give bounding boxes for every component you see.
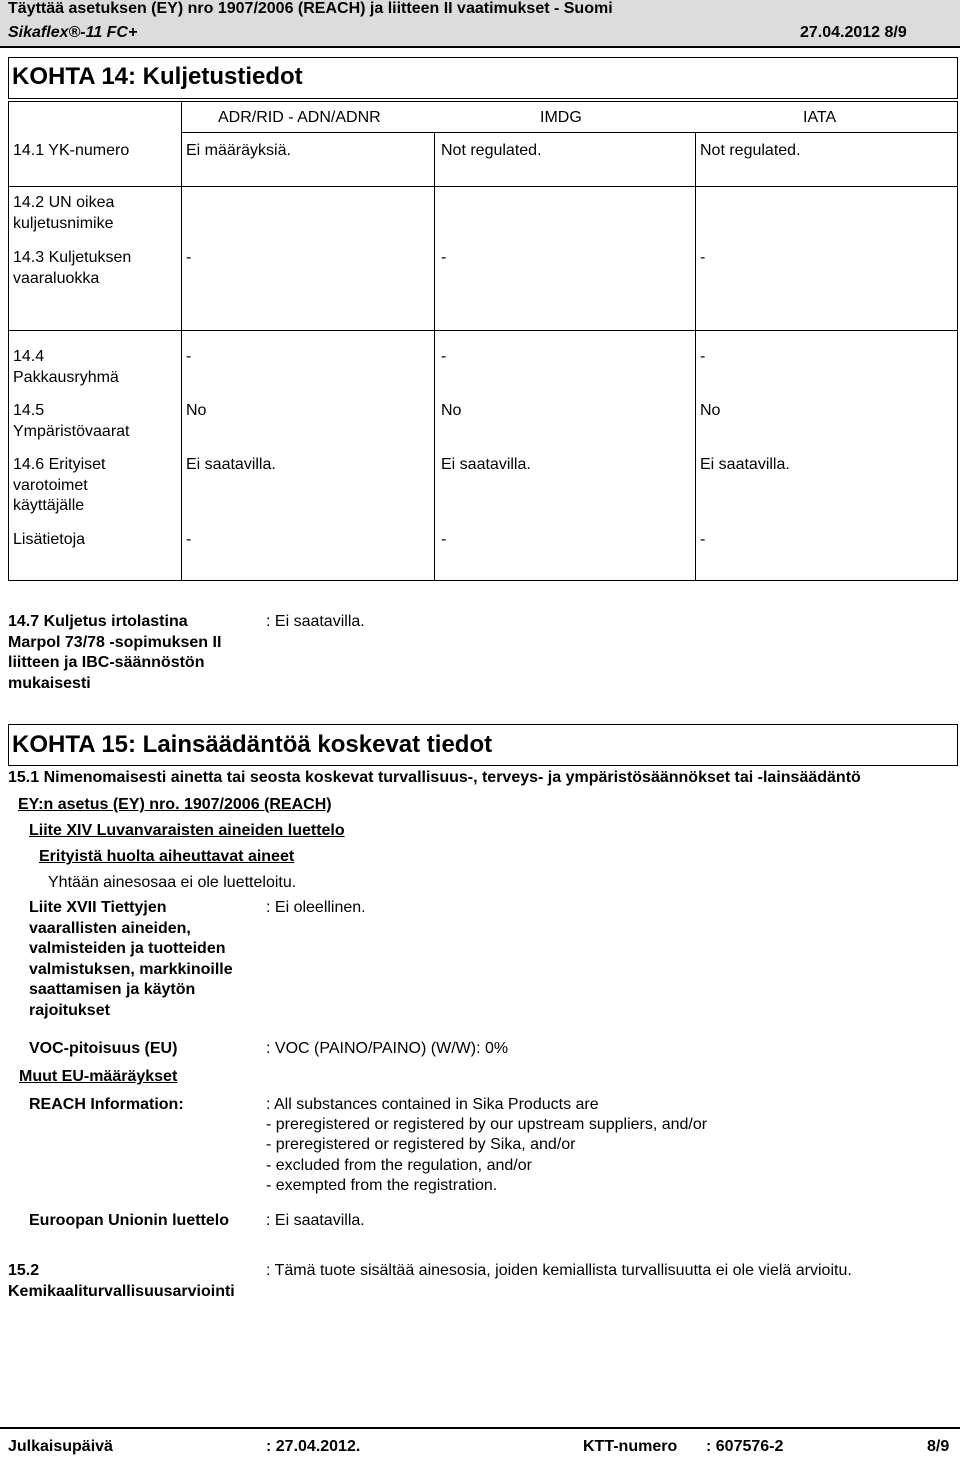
subsection-15-2-label: 15.2 Kemikaaliturvallisuusarviointi bbox=[8, 1262, 235, 1300]
eu-list-label: Euroopan Unionin luettelo bbox=[29, 1212, 229, 1229]
cell-hazard-class-iata: - bbox=[700, 249, 706, 266]
cell-packing-group-imdg: - bbox=[441, 348, 447, 365]
section-14-title: KOHTA 14: Kuljetustiedot bbox=[12, 63, 303, 90]
row-label-env-hazards: 14.5 Ympäristövaarat bbox=[13, 402, 130, 440]
cell-env-hazards-iata: No bbox=[700, 402, 721, 419]
cell-un-number-imdg: Not regulated. bbox=[441, 142, 542, 159]
eu-list-value: : Ei saatavilla. bbox=[266, 1212, 365, 1229]
cell-env-hazards-imdg: No bbox=[441, 402, 462, 419]
row-label-additional-info: Lisätietoja bbox=[13, 531, 86, 548]
cell-special-precautions-iata: Ei saatavilla. bbox=[700, 456, 790, 473]
header-date-page: 27.04.2012 8/9 bbox=[800, 24, 907, 41]
row-label-hazard-class: 14.3 Kuljetuksen vaaraluokka bbox=[13, 249, 132, 287]
bulk-transport-label: 14.7 Kuljetus irtolastina Marpol 73/78 -sopimuksen II liitteen ja IBC-säännöstön mukaisesti bbox=[8, 613, 222, 692]
ktt-number-value: : 607576-2 bbox=[706, 1438, 784, 1455]
cell-special-precautions-imdg: Ei saatavilla. bbox=[441, 456, 531, 473]
cell-un-number-iata: Not regulated. bbox=[700, 142, 801, 159]
cell-packing-group-adr: - bbox=[186, 348, 192, 365]
cell-additional-info-adr: - bbox=[186, 531, 192, 548]
reach-info-label: REACH Information: bbox=[29, 1096, 184, 1113]
reach-info-value: : All substances contained in Sika Products are - preregistered or registered by our upstream suppliers, and/or - preregistered or registered by Sika, and/or - excluded from the regulation, and/or - exempted from the registration. bbox=[266, 1096, 708, 1194]
publication-date-value: : 27.04.2012. bbox=[266, 1438, 361, 1455]
reach-heading: EY:n asetus (EY) nro. 1907/2006 (REACH) bbox=[18, 796, 332, 813]
header-rule bbox=[0, 46, 960, 48]
table-row-rule-2 bbox=[9, 330, 957, 331]
other-eu-heading: Muut EU-määräykset bbox=[19, 1068, 178, 1085]
svhc-heading: Erityistä huolta aiheuttavat aineet bbox=[39, 848, 295, 865]
col-header-iata: IATA bbox=[803, 109, 837, 126]
ktt-number-label: KTT-numero bbox=[583, 1438, 678, 1455]
cell-env-hazards-adr: No bbox=[186, 402, 207, 419]
table-col-divider-1 bbox=[181, 102, 182, 580]
voc-value: : VOC (PAINO/PAINO) (W/W): 0% bbox=[266, 1040, 509, 1057]
document-title: Täyttää asetuksen (EY) nro 1907/2006 (REACH) ja liitteen II vaatimukset - Suomi bbox=[8, 0, 613, 17]
cell-special-precautions-adr: Ei saatavilla. bbox=[186, 456, 276, 473]
annex-17-label: Liite XVII Tiettyjen vaarallisten aineiden, valmisteiden ja tuotteiden valmistuksen, markkinoille saattamisen ja käytön rajoitukset bbox=[29, 899, 233, 1019]
cell-packing-group-iata: - bbox=[700, 348, 706, 365]
annex-14-heading: Liite XIV Luvanvaraisten aineiden luettelo bbox=[29, 822, 345, 839]
row-label-shipping-name: 14.2 UN oikea kuljetusnimike bbox=[13, 194, 115, 232]
row-label-un-number: 14.1 YK-numero bbox=[13, 142, 130, 159]
publication-date-label: Julkaisupäivä bbox=[8, 1438, 113, 1455]
footer-page-number: 8/9 bbox=[927, 1438, 950, 1455]
section-15-title: KOHTA 15: Lainsäädäntöä koskevat tiedot bbox=[12, 731, 493, 758]
cell-additional-info-iata: - bbox=[700, 531, 706, 548]
row-label-packing-group: 14.4 Pakkausryhmä bbox=[13, 348, 119, 386]
col-header-imdg: IMDG bbox=[540, 109, 582, 126]
voc-label: VOC-pitoisuus (EU) bbox=[29, 1040, 178, 1057]
footer-rule bbox=[0, 1427, 960, 1429]
col-header-adr: ADR/RID - ADN/ADNR bbox=[218, 109, 381, 126]
cell-hazard-class-imdg: - bbox=[441, 249, 447, 266]
bulk-transport-value: : Ei saatavilla. bbox=[266, 613, 365, 630]
table-header-rule bbox=[181, 132, 957, 133]
transport-table bbox=[8, 101, 958, 581]
cell-hazard-class-adr: - bbox=[186, 249, 192, 266]
cell-additional-info-imdg: - bbox=[441, 531, 447, 548]
table-row-rule-1 bbox=[9, 186, 957, 187]
cell-un-number-adr: Ei määräyksiä. bbox=[186, 142, 291, 159]
svhc-text: Yhtään ainesosaa ei ole luetteloitu. bbox=[48, 874, 297, 891]
annex-17-value: : Ei oleellinen. bbox=[266, 899, 366, 916]
table-col-divider-2 bbox=[434, 132, 435, 580]
subsection-15-1: 15.1 Nimenomaisesti ainetta tai seosta koskevat turvallisuus-, terveys- ja ympäristösäännökset tai -lainsäädäntö bbox=[8, 769, 861, 786]
product-name: Sikaflex®-11 FC+ bbox=[8, 24, 138, 41]
subsection-15-2-value: : Tämä tuote sisältää ainesosia, joiden kemiallista turvallisuutta ei ole vielä arvioitu. bbox=[266, 1262, 852, 1279]
row-label-special-precautions: 14.6 Erityiset varotoimet käyttäjälle bbox=[13, 456, 106, 514]
table-col-divider-3 bbox=[695, 132, 696, 580]
